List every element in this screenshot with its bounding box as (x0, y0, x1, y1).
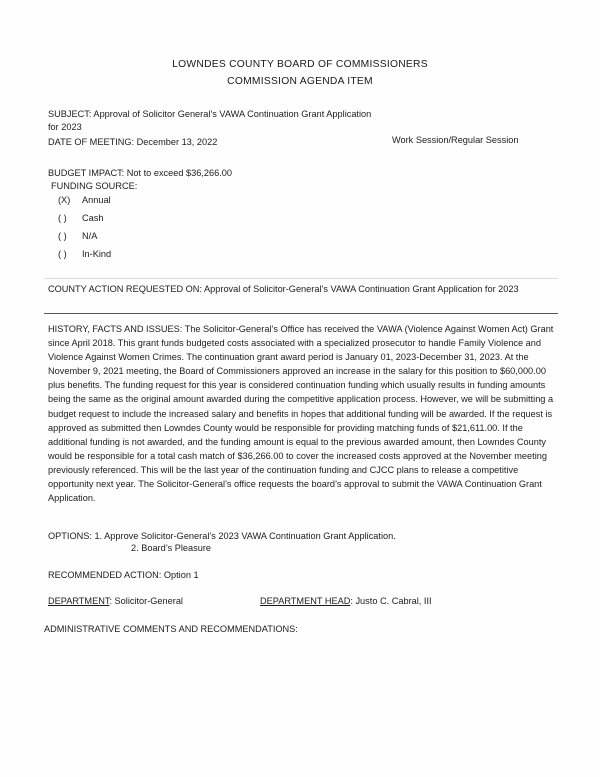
funding-option-na[interactable] (58, 231, 298, 249)
department-value: : Solicitor-General (109, 596, 183, 606)
funding-source-label: FUNDING SOURCE: (51, 181, 138, 191)
department-field (48, 595, 268, 608)
session-type-text: Work Session/Regular Session (392, 135, 519, 145)
funding-option-in-kind[interactable] (58, 249, 298, 267)
funding-option-cash[interactable] (58, 213, 298, 231)
funding-option-label: N/A (82, 231, 98, 241)
funding-source-options (58, 195, 298, 267)
department-label: DEPARTMENT (48, 596, 110, 606)
checkbox-na[interactable]: ( ) (58, 231, 67, 241)
document-header (0, 56, 600, 90)
checkbox-in-kind[interactable]: ( ) (58, 249, 67, 259)
funding-option-annual[interactable] (58, 195, 298, 213)
department-head-value: : Justo C. Cabral, III (350, 596, 432, 606)
subject-text: SUBJECT: Approval of Solicitor General’s VAWA Continuation Grant Application for 2023 (48, 109, 372, 133)
divider-below-county-action (44, 313, 558, 314)
meeting-date-text: DATE OF MEETING: December 13, 2022 (48, 137, 218, 147)
funding-option-label: In-Kind (82, 249, 112, 259)
budget-impact-text: BUDGET IMPACT: Not to exceed $36,266.00 (48, 168, 233, 178)
recommended-action-text: RECOMMENDED ACTION: Option 1 (48, 570, 199, 580)
department-head-label: DEPARTMENT HEAD (260, 596, 351, 606)
checkbox-cash[interactable]: ( ) (58, 213, 67, 223)
history-facts-issues-text: HISTORY, FACTS AND ISSUES: The Solicitor-General’s Office has received the VAWA (Violence Against Women Act) Grant since April 2018. This grant funds budgeted costs associated with a specialized prosecutor to handle Family Violence and Violence Against Women Crimes. The continuation grant award period is January 01, 2023-December 31, 2023. At the November 9, 2021 meeting, the Board of Commissioners approved an increase in the salary for this position to $60,000.00 plus benefits. The funding request for this year is considered continuation funding which usually results in funding amounts being the same as the original amount awarded during the competitive application process. However, we will be submitting a budget request to include the increased salary and benefits in hopes that additional funding will be awarded. If the request is approved as submitted then Lowndes County would be responsible for providing matching funds of $21,611.00. If the additional funding is not awarded, and the funding amount is equal to the previous awarded amount, then Lowndes County would be responsible for a total cash match of $36,266.00 to cover the increased costs approved at the November meeting previously referenced. This will be the last year of the continuation funding and CJCC plans to release a competitive opportunity next year. The Solicitor-General’s office requests the board’s approval to submit the VAWA Continuation Grant Application. (48, 324, 554, 504)
options-line-2: 2. Board’s Pleasure (131, 543, 212, 553)
checkbox-annual[interactable]: (X) (58, 195, 71, 205)
administrative-comments-heading: ADMINISTRATIVE COMMENTS AND RECOMMENDATIONS: (44, 624, 298, 634)
funding-option-label: Annual (82, 195, 111, 205)
header-line-2: COMMISSION AGENDA ITEM (227, 76, 373, 87)
header-line-1: LOWNDES COUNTY BOARD OF COMMISSIONERS (172, 59, 428, 70)
county-action-text: COUNTY ACTION REQUESTED ON: Approval of Solicitor-General’s VAWA Continuation Grant Application for 2023 (48, 284, 519, 294)
options-line-1: OPTIONS: 1. Approve Solicitor-General’s 2023 VAWA Continuation Grant Application. (48, 531, 396, 541)
divider-above-county-action (44, 278, 558, 279)
department-head-field (260, 595, 560, 608)
funding-option-label: Cash (82, 213, 104, 223)
